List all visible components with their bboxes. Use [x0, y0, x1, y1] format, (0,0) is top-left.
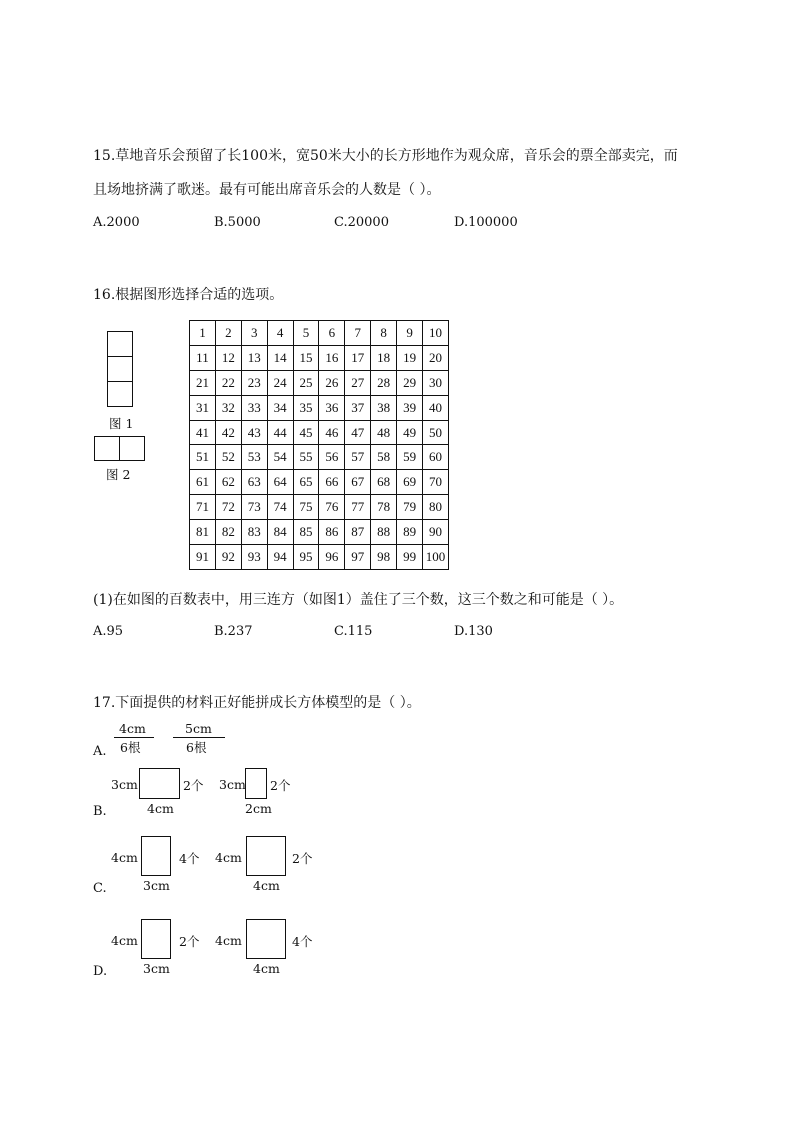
hundred-chart-cell: 93: [241, 545, 267, 570]
hundred-chart-cell: 67: [345, 470, 371, 495]
hundred-chart-cell: 24: [267, 370, 293, 395]
hundred-chart-cell: 84: [267, 520, 293, 545]
hundred-chart-cell: 27: [345, 370, 371, 395]
q17-b-rect2: [245, 768, 267, 799]
q17-b-r1-count: 2个: [183, 778, 204, 793]
hundred-chart-cell: 41: [190, 420, 216, 445]
hundred-chart-cell: 53: [241, 445, 267, 470]
hundred-chart-cell: 89: [397, 520, 423, 545]
hundred-chart-cell: 4: [267, 321, 293, 346]
q16-sub1: (1)在如图的百数表中，用三连方（如图1）盖住了三个数，这三个数之和可能是（ ）。: [93, 592, 624, 608]
q16-title: 16.根据图形选择合适的选项。: [93, 287, 284, 303]
q17-title: 17.下面提供的材料正好能拼成长方体模型的是（ ）。: [93, 695, 421, 711]
hundred-chart-cell: 44: [267, 420, 293, 445]
hundred-chart-cell: 48: [371, 420, 397, 445]
fig1-square-bottom: [107, 381, 133, 407]
hundred-chart-cell: 52: [215, 445, 241, 470]
hundred-chart-cell: 56: [319, 445, 345, 470]
hundred-chart-cell: 46: [319, 420, 345, 445]
hundred-chart-cell: 81: [190, 520, 216, 545]
hundred-chart-cell: 62: [215, 470, 241, 495]
q17-b-r2-bottom: 2cm: [245, 801, 272, 816]
hundred-chart-cell: 73: [241, 495, 267, 520]
hundred-chart-cell: 29: [397, 370, 423, 395]
hundred-chart-cell: 5: [293, 321, 319, 346]
hundred-chart-cell: 51: [190, 445, 216, 470]
q16-option-c: C.115: [334, 624, 373, 639]
hundred-chart-cell: 55: [293, 445, 319, 470]
hundred-chart-cell: 6: [319, 321, 345, 346]
hundred-chart-row: [190, 470, 449, 495]
hundred-chart-cell: 49: [397, 420, 423, 445]
hundred-chart-cell: 26: [319, 370, 345, 395]
hundred-chart-cell: 45: [293, 420, 319, 445]
hundred-chart-cell: 69: [397, 470, 423, 495]
hundred-chart-cell: 87: [345, 520, 371, 545]
q17-d-r1-left: 4cm: [111, 933, 138, 948]
hundred-chart-cell: 1: [190, 321, 216, 346]
hundred-chart-cell: 37: [345, 395, 371, 420]
hundred-chart-cell: 61: [190, 470, 216, 495]
hundred-chart-cell: 39: [397, 395, 423, 420]
q17-option-b-letter: B.: [93, 804, 107, 819]
q17-d-r1-bottom: 3cm: [143, 961, 170, 976]
q15-option-d: D.100000: [454, 215, 518, 230]
hundred-chart-cell: 96: [319, 545, 345, 570]
hundred-chart-row: [190, 420, 449, 445]
hundred-chart-cell: 72: [215, 495, 241, 520]
hundred-chart-cell: 77: [345, 495, 371, 520]
hundred-chart-cell: 11: [190, 345, 216, 370]
q17-a-frac1-bottom: 6根: [120, 740, 141, 755]
hundred-chart-cell: 33: [241, 395, 267, 420]
hundred-chart-row: [190, 321, 449, 346]
hundred-chart-cell: 58: [371, 445, 397, 470]
q17-d-r2-count: 4个: [292, 934, 313, 949]
q17-d-r1-count: 2个: [179, 934, 200, 949]
q15-option-c: C.20000: [334, 215, 389, 230]
q17-b-r2-left: 3cm: [219, 777, 246, 792]
hundred-chart-cell: 43: [241, 420, 267, 445]
fig1-square-top: [107, 331, 133, 357]
hundred-chart-row: [190, 445, 449, 470]
hundred-chart-cell: 94: [267, 545, 293, 570]
q17-d-rect1: [141, 919, 171, 959]
fig1-square-middle: [107, 356, 133, 382]
q16-option-d: D.130: [454, 624, 493, 639]
hundred-chart-cell: 38: [371, 395, 397, 420]
q17-b-rect1: [139, 768, 180, 799]
q17-c-r2-bottom: 4cm: [253, 878, 280, 893]
hundred-chart-cell: 92: [215, 545, 241, 570]
hundred-chart-cell: 17: [345, 345, 371, 370]
q17-c-r1-count: 4个: [179, 851, 200, 866]
hundred-chart-cell: 13: [241, 345, 267, 370]
hundred-chart-cell: 47: [345, 420, 371, 445]
q17-d-rect2: [246, 919, 286, 959]
hundred-chart-row: [190, 370, 449, 395]
hundred-chart-cell: 36: [319, 395, 345, 420]
q17-b-r2-count: 2个: [270, 778, 291, 793]
hundred-chart-cell: 65: [293, 470, 319, 495]
hundred-chart: [189, 320, 449, 570]
hundred-chart-cell: 18: [371, 345, 397, 370]
hundred-chart-cell: 82: [215, 520, 241, 545]
hundred-chart-cell: 68: [371, 470, 397, 495]
fig1-label: 图 1: [109, 416, 134, 431]
q15-line2: 且场地挤满了歌迷。最有可能出席音乐会的人数是（ ）。: [93, 182, 441, 198]
hundred-chart-cell: 21: [190, 370, 216, 395]
hundred-chart-cell: 59: [397, 445, 423, 470]
hundred-chart-cell: 3: [241, 321, 267, 346]
hundred-chart-row: [190, 495, 449, 520]
hundred-chart-cell: 25: [293, 370, 319, 395]
hundred-chart-cell: 75: [293, 495, 319, 520]
hundred-chart-cell: 15: [293, 345, 319, 370]
q17-d-r2-left: 4cm: [215, 933, 242, 948]
hundred-chart-cell: 64: [267, 470, 293, 495]
hundred-chart-cell: 2: [215, 321, 241, 346]
q15-line1: 15.草地音乐会预留了长100米，宽50米大小的长方形地作为观众席，音乐会的票全部卖完，而: [93, 148, 678, 164]
hundred-chart-cell: 63: [241, 470, 267, 495]
hundred-chart-cell: 85: [293, 520, 319, 545]
q16-option-a: A.95: [93, 624, 124, 639]
hundred-chart-cell: 80: [423, 495, 449, 520]
hundred-chart-cell: 66: [319, 470, 345, 495]
hundred-chart-cell: 74: [267, 495, 293, 520]
hundred-chart-cell: 28: [371, 370, 397, 395]
hundred-chart-cell: 19: [397, 345, 423, 370]
hundred-chart-cell: 16: [319, 345, 345, 370]
q17-c-rect2: [246, 836, 286, 876]
hundred-chart-cell: 14: [267, 345, 293, 370]
hundred-chart-cell: 57: [345, 445, 371, 470]
hundred-chart-cell: 70: [423, 470, 449, 495]
hundred-chart-cell: 100: [423, 545, 449, 570]
hundred-chart-cell: 8: [371, 321, 397, 346]
hundred-chart-cell: 9: [397, 321, 423, 346]
hundred-chart-row: [190, 520, 449, 545]
fig2-square-left: [94, 436, 120, 461]
hundred-chart-cell: 34: [267, 395, 293, 420]
hundred-chart-cell: 86: [319, 520, 345, 545]
hundred-chart-cell: 97: [345, 545, 371, 570]
q16-option-b: B.237: [214, 624, 253, 639]
hundred-chart-cell: 90: [423, 520, 449, 545]
fig2-label: 图 2: [106, 467, 131, 482]
hundred-chart-cell: 42: [215, 420, 241, 445]
hundred-chart-cell: 20: [423, 345, 449, 370]
hundred-chart-row: [190, 345, 449, 370]
hundred-chart-cell: 88: [371, 520, 397, 545]
hundred-chart-cell: 95: [293, 545, 319, 570]
hundred-chart-cell: 78: [371, 495, 397, 520]
hundred-chart-cell: 71: [190, 495, 216, 520]
hundred-chart-cell: 40: [423, 395, 449, 420]
hundred-chart-cell: 32: [215, 395, 241, 420]
hundred-chart-cell: 76: [319, 495, 345, 520]
hundred-chart-cell: 7: [345, 321, 371, 346]
q17-option-c-letter: C.: [93, 881, 107, 896]
q17-option-a-letter: A.: [93, 744, 107, 759]
q17-option-d-letter: D.: [93, 964, 108, 979]
hundred-chart-cell: 91: [190, 545, 216, 570]
hundred-chart-cell: 30: [423, 370, 449, 395]
q17-a-frac2-top: 5cm: [185, 721, 212, 736]
q17-c-r1-bottom: 3cm: [143, 878, 170, 893]
q15-option-b: B.5000: [214, 215, 261, 230]
hundred-chart-cell: 83: [241, 520, 267, 545]
q17-c-r2-left: 4cm: [215, 850, 242, 865]
q17-b-r1-bottom: 4cm: [147, 801, 174, 816]
hundred-chart-cell: 98: [371, 545, 397, 570]
hundred-chart-row: [190, 545, 449, 570]
hundred-chart-row: [190, 395, 449, 420]
hundred-chart-cell: 79: [397, 495, 423, 520]
hundred-chart-cell: 12: [215, 345, 241, 370]
hundred-chart-cell: 31: [190, 395, 216, 420]
hundred-chart-cell: 54: [267, 445, 293, 470]
hundred-chart-cell: 35: [293, 395, 319, 420]
q17-c-rect1: [141, 836, 171, 876]
fig2-square-right: [119, 436, 145, 461]
hundred-chart-cell: 23: [241, 370, 267, 395]
hundred-chart-cell: 60: [423, 445, 449, 470]
q17-a-frac2-bottom: 6根: [186, 740, 207, 755]
q17-c-r2-count: 2个: [292, 851, 313, 866]
q17-d-r2-bottom: 4cm: [253, 961, 280, 976]
hundred-chart-cell: 99: [397, 545, 423, 570]
hundred-chart-cell: 50: [423, 420, 449, 445]
hundred-chart-cell: 22: [215, 370, 241, 395]
q15-option-a: A.2000: [93, 215, 140, 230]
q17-b-r1-left: 3cm: [111, 777, 138, 792]
q17-c-r1-left: 4cm: [111, 850, 138, 865]
q17-a-frac1-top: 4cm: [119, 721, 146, 736]
hundred-chart-cell: 10: [423, 321, 449, 346]
